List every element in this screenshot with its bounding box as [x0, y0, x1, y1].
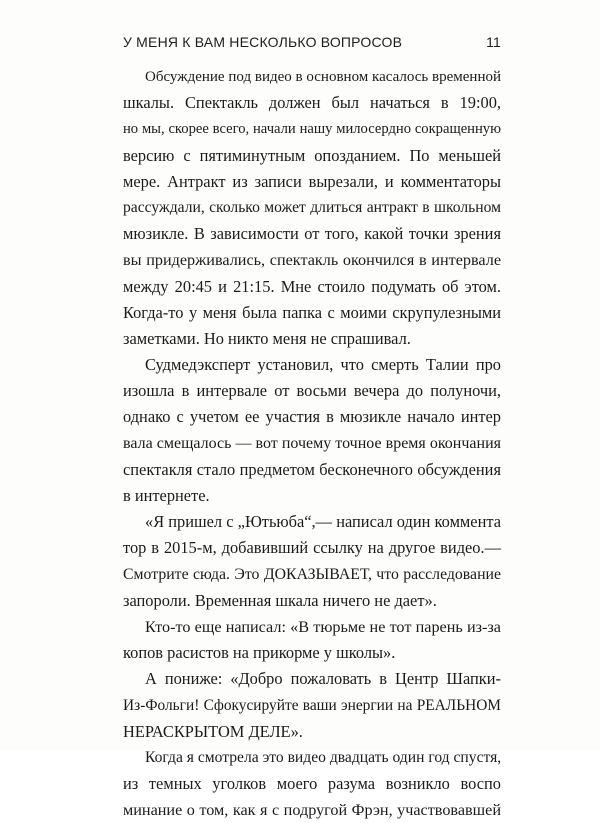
text-line: Судмедэксперт установил, что смерть Талии про — [145, 355, 501, 375]
text-line: Когда-то у меня была папка с моими скрупулезными — [123, 302, 501, 322]
text-line: Смотрите сюда. Это ДОКАЗЫВАЕТ, что расследование — [123, 565, 501, 583]
text-line: рассуждали, сколько может длиться антракт в школьном — [123, 198, 501, 216]
text-line: заметками. Но никто меня не спрашивал. — [123, 328, 411, 348]
text-line: Кто-то еще написал: «В тюрьме не тот парень из-за — [145, 617, 501, 636]
text-line: тор в 2015-м, добавивший ссылку на другое видео.— — [123, 538, 501, 558]
running-head: У МЕНЯ К ВАМ НЕСКОЛЬКО ВОПРОСОВ — [123, 34, 403, 50]
text-line: шкалы. Спектакль должен был начаться в 19:00, — [123, 93, 501, 113]
text-line: версию с пятиминутным опозданием. По меньшей — [123, 145, 501, 165]
text-line: однако с учетом ее участия в мюзикле начало интер — [123, 407, 501, 427]
text-line: копов расистов на прикорме у школы». — [123, 643, 396, 663]
text-line: вала смещалось — вот почему точное время окончания — [123, 434, 501, 452]
text-line: изошла в интервале от восьми вечера до полуночи, — [123, 381, 501, 401]
page-header — [123, 34, 501, 54]
text-line: мере. Антракт из записи вырезали, и комментаторы — [123, 171, 501, 191]
text-line: вы придерживались, спектакль окончился в интервале — [123, 251, 501, 270]
text-line: из темных уголков моего разума возникло воспо — [123, 774, 501, 794]
text-line: А пониже: «Добро пожаловать в Центр Шапки- — [145, 669, 501, 689]
text-line: спектакля стало предметом бесконечного обсуждения — [123, 459, 501, 479]
text-line: в интернете. — [123, 486, 210, 505]
text-line: Из-Фольги! Сфокусируйте ваши энергии на РЕАЛЬНОМ — [123, 696, 501, 714]
text-line: мюзикле. В зависимости от того, какой точки зрения — [123, 224, 501, 244]
body-text — [123, 64, 501, 823]
text-line: Обсуждение под видео в основном касалось временной — [145, 69, 501, 85]
text-line: минание о том, как я с подругой Фрэн, участвовавшей — [123, 801, 501, 820]
text-line: но мы, скорее всего, начали нашу милосердно сокращенную — [123, 121, 501, 138]
page-number: 11 — [486, 34, 501, 50]
text-line: НЕРАСКРЫТОМ ДЕЛЕ». — [123, 721, 303, 741]
text-line: между 20:45 и 21:15. Мне стоило подумать об этом. — [123, 276, 501, 296]
text-line: запороли. Временная шкала ничего не дает». — [123, 590, 437, 610]
text-line: «Я пришел с „Ютьюба“,— написал один коммента — [145, 512, 501, 532]
text-line: Когда я смотрела это видео двадцать один год спустя, — [145, 748, 502, 766]
